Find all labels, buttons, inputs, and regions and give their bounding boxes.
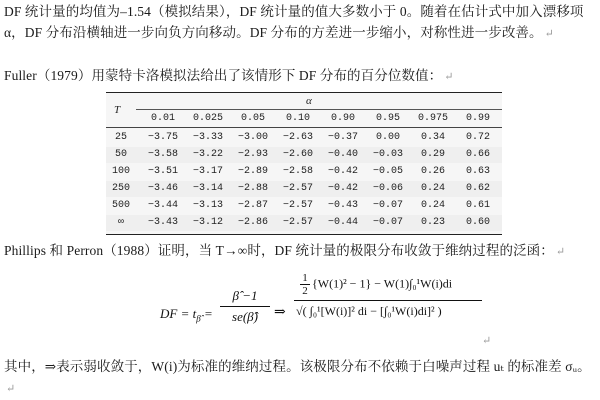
table-group-rule [136,109,502,110]
table-cell: 0.00 [375,132,400,143]
formula-fraction-1-numerator: β̂ −1 [232,288,258,303]
table-row-label: ∞ [117,217,124,228]
table-cell: −0.07 [372,217,403,228]
table-cell: −2.86 [237,217,268,228]
table-cell: 0.23 [420,217,445,228]
table-cell: 0.24 [420,183,445,194]
table-cell: −0.40 [327,149,358,160]
table-cell: −3.00 [237,132,268,143]
formula-lhs-subscript: β̂ [196,313,201,324]
formula-fraction-1-denominator: se(β̂) [232,309,258,324]
table-cell: −2.93 [237,149,268,160]
paragraph-mark-icon: ↵ [6,382,16,395]
table-column-header: 0.95 [375,113,400,124]
table-column-header: 0.05 [240,113,265,124]
formula-half [300,272,310,297]
table-cell: −0.37 [327,132,358,143]
table-cell: −0.44 [327,217,358,228]
table-cell: −0.05 [372,166,403,177]
table-cell: −3.33 [192,132,223,143]
table-cell: −0.03 [372,149,403,160]
table-cell: −0.07 [372,200,403,211]
paragraph-2-text: Fuller（1979）用蒙特卡洛模拟法给出了该情形下 DF 分布的百分位数值： [4,68,443,83]
table-corner-label: T [114,104,121,116]
percentile-table [106,92,502,235]
formula-half-numerator: 1 [302,272,308,284]
formula-half-denominator: 2 [302,285,308,297]
table-column-header: 0.90 [330,113,355,124]
table-row-label: 25 [114,132,127,143]
table-top-rule [106,92,502,93]
table-cell: 0.24 [420,200,445,211]
table-cell: 0.29 [420,149,445,160]
weak-convergence-arrow: ⇒ [274,305,286,320]
paragraph-mark-icon: ↵ [444,71,454,83]
fraction-bar [294,300,482,301]
table-cell: −2.60 [282,149,313,160]
fraction-bar [220,306,270,307]
table-cell: −3.46 [147,183,178,194]
table-cell: 0.63 [465,166,490,177]
table-cell: −3.75 [147,132,178,143]
table-row-label: 500 [111,200,130,211]
formula-fraction-2-denominator: √( ∫₀¹[W(i)]² di − [∫₀¹W(i)di]² ) [296,304,442,318]
paragraph-3 [4,241,596,263]
formula-fraction-1 [220,288,270,325]
table-cell: −2.57 [282,183,313,194]
paragraph-3-text: Phillips 和 Perron（1988）证明，当 T→∞时，DF 统计量的极限分布收敛于维纳过程的泛函： [4,243,554,258]
formula-equals: = [203,306,213,321]
table-cell: −2.58 [282,166,313,177]
table-header-rule [106,127,502,128]
paragraph-mark-icon: ↵ [555,246,566,258]
table-cell: −2.87 [237,200,268,211]
table-cell: 0.61 [465,200,490,211]
table-column-header: 0.10 [285,113,310,124]
table-cell: −3.17 [192,166,223,177]
paragraph-mark-icon: ↵ [482,335,492,347]
table-cell: −2.57 [282,200,313,211]
paragraph-4 [4,357,596,399]
formula-fraction-2-numerator-text: {W(1)² − 1} − W(1)∫₀¹W(i)di [312,276,453,291]
df-limit-formula [160,270,490,354]
table-cell: −2.89 [237,166,268,177]
paragraph-1-text: DF 统计量的均值为–1.54（模拟结果），DF 统计量的值大多数小于 0。随着在估计式中加入漂移项 α，DF 分布沿横轴进一步向负方向移动。DF 分布的方差进一步缩小，对称性进一步改善。 [4,4,584,40]
table-cell: −0.42 [327,183,358,194]
paragraph-4-text: 其中，⇒表示弱收敛于，W(i)为标准的维纳过程。该极限分布不依赖于白噪声过程 uₜ 的标准差 σᵤ。 [4,359,591,374]
table-cell: −0.06 [372,183,403,194]
table-cell: 0.72 [465,132,490,143]
table-row-label: 50 [114,149,127,160]
table-cell: −3.13 [192,200,223,211]
table-cell: −2.88 [237,183,268,194]
table-cell: −3.43 [147,217,178,228]
table-cell: −0.42 [327,166,358,177]
formula-fraction-2 [294,272,484,319]
table-cell: 0.62 [465,183,490,194]
table-cell: 0.34 [420,132,445,143]
table-row-label: 100 [111,166,130,177]
table-cell: −3.58 [147,149,178,160]
table-column-header: 0.01 [150,113,175,124]
table-row-label: 250 [111,183,130,194]
formula-fraction-2-numerator [294,272,484,297]
paragraph-mark-icon: ↵ [544,27,554,40]
table-cell: −3.22 [192,149,223,160]
table-column-header: 0.975 [417,113,448,124]
table-cell: 0.60 [465,217,490,228]
table-bottom-rule [106,234,502,235]
table-column-header: 0.99 [465,113,490,124]
table-cell: −0.43 [327,200,358,211]
formula-lhs [160,306,213,324]
table-group-label: α [306,95,312,107]
table-cell: −3.12 [192,217,223,228]
formula-lhs-text: DF = t [160,306,197,321]
table-cell: −2.63 [282,132,313,143]
paragraph-2 [4,66,596,88]
table-cell: 0.26 [420,166,445,177]
table-column-header: 0.025 [192,113,223,124]
table-cell: −3.14 [192,183,223,194]
table-cell: −3.51 [147,166,178,177]
table-cell: −3.44 [147,200,178,211]
table-cell: −2.57 [282,217,313,228]
table-cell: 0.66 [465,149,490,160]
paragraph-1 [4,2,596,44]
